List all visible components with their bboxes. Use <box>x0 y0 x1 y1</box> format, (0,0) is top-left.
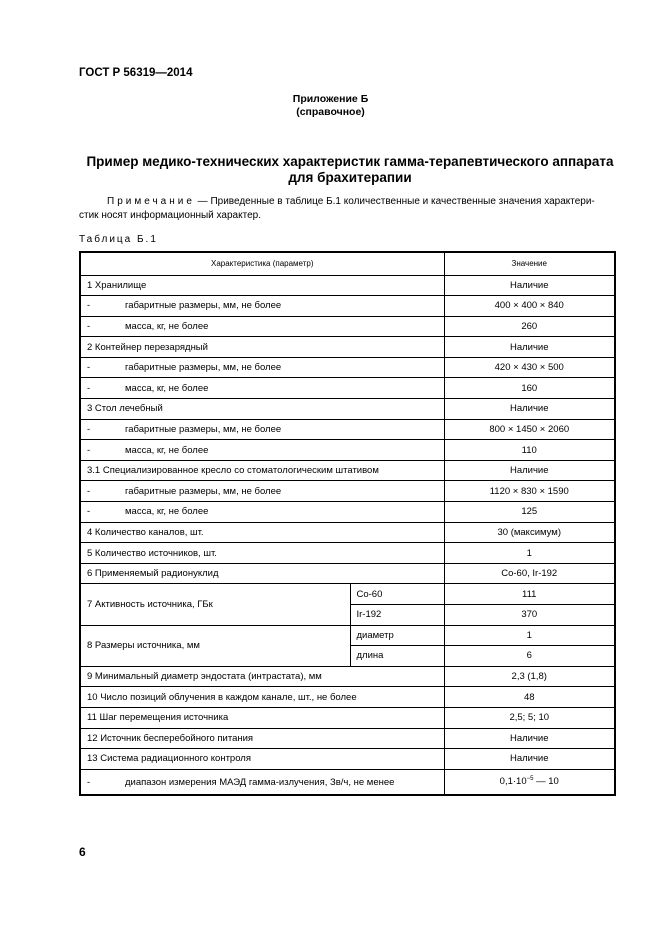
row-name: 12 Источник бесперебойного питания <box>80 728 444 749</box>
note <box>79 195 614 223</box>
row-name: 9 Минимальный диаметр эндостата (интрастата), мм <box>80 666 444 687</box>
row-name: 6 Применяемый радионуклид <box>80 563 444 584</box>
table-header-row <box>80 252 615 275</box>
standard-header: ГОСТ Р 56319—2014 <box>79 67 193 79</box>
table-row <box>80 337 615 358</box>
row-name: - масса, кг, не более <box>80 316 444 337</box>
table-row <box>80 378 615 399</box>
row-value: Наличие <box>444 749 615 770</box>
row-subparam: длина <box>350 646 444 667</box>
table-row <box>80 563 615 584</box>
table-row <box>80 707 615 728</box>
row-subparam: Co-60 <box>350 584 444 605</box>
table-row <box>80 440 615 461</box>
row-value: 420 × 430 × 500 <box>444 357 615 378</box>
row-value: 1 <box>444 543 615 564</box>
table-row <box>80 522 615 543</box>
row-name: 11 Шаг перемещения источника <box>80 707 444 728</box>
heading-line-2: для брахитерапии <box>288 170 412 185</box>
note-text-2: стик носят информационный характер. <box>79 210 261 221</box>
row-name: 8 Размеры источника, мм <box>80 625 350 666</box>
row-name: - масса, кг, не более <box>80 440 444 461</box>
row-name: - масса, кг, не более <box>80 378 444 399</box>
row-value: 370 <box>444 605 615 626</box>
row-name: 3.1 Специализированное кресло со стоматологическим штативом <box>80 460 444 481</box>
note-text: — Приведенные в таблице Б.1 количественные и качественные значения характери- <box>194 196 595 207</box>
row-value: 1120 × 830 × 1590 <box>444 481 615 502</box>
row-name: - габаритные размеры, мм, не более <box>80 419 444 440</box>
row-value: Наличие <box>444 460 615 481</box>
row-value: 800 × 1450 × 2060 <box>444 419 615 440</box>
row-value: Наличие <box>444 337 615 358</box>
row-value: 260 <box>444 316 615 337</box>
row-value: $0,1\cdot 10^{-5}$ — 10 <box>444 769 615 795</box>
row-value: Наличие <box>444 399 615 420</box>
characteristics-table <box>79 251 616 796</box>
row-value: Наличие <box>444 275 615 296</box>
row-name: 3 Стол лечебный <box>80 399 444 420</box>
table-row <box>80 296 615 317</box>
table-label: Таблица Б.1 <box>79 234 158 245</box>
row-value: 30 (максимум) <box>444 522 615 543</box>
row-value: 125 <box>444 502 615 523</box>
row-name: - масса, кг, не более <box>80 502 444 523</box>
row-name: - диапазон измерения МАЭД гамма-излучения, Зв/ч, не менее <box>80 769 444 795</box>
column-header-parameter: Характеристика (параметр) <box>80 252 444 275</box>
table-row <box>80 357 615 378</box>
row-value: 110 <box>444 440 615 461</box>
row-name: 7 Активность источника, ГБк <box>80 584 350 625</box>
row-name: - габаритные размеры, мм, не более <box>80 296 444 317</box>
row-value: 160 <box>444 378 615 399</box>
table-row <box>80 625 615 646</box>
table-row <box>80 769 615 795</box>
appendix-title: Приложение Б <box>292 93 369 105</box>
row-value: Co-60, Ir-192 <box>444 563 615 584</box>
table-row <box>80 399 615 420</box>
row-value: 6 <box>444 646 615 667</box>
table-row <box>80 543 615 564</box>
row-name: 10 Число позиций облучения в каждом канале, шт., не более <box>80 687 444 708</box>
row-name: 13 Система радиационного контроля <box>80 749 444 770</box>
table-row <box>80 728 615 749</box>
row-subparam: диаметр <box>350 625 444 646</box>
heading-line-1: Пример медико-технических характеристик гамма-терапевтического аппарата <box>86 154 614 169</box>
table-row <box>80 666 615 687</box>
row-value: 2,5; 5; 10 <box>444 707 615 728</box>
page-number: 6 <box>79 845 86 859</box>
row-name: 4 Количество каналов, шт. <box>80 522 444 543</box>
row-subparam: Ir-192 <box>350 605 444 626</box>
table-row <box>80 316 615 337</box>
row-name: 2 Контейнер перезарядный <box>80 337 444 358</box>
table-row <box>80 275 615 296</box>
row-value: Наличие <box>444 728 615 749</box>
row-value: 1 <box>444 625 615 646</box>
column-header-value: Значение <box>444 252 615 275</box>
row-name: - габаритные размеры, мм, не более <box>80 357 444 378</box>
appendix-subtitle: (справочное) <box>296 106 365 118</box>
row-value: 111 <box>444 584 615 605</box>
table-row <box>80 419 615 440</box>
table-row <box>80 481 615 502</box>
table-row <box>80 502 615 523</box>
row-value: 48 <box>444 687 615 708</box>
table-row <box>80 460 615 481</box>
table-row <box>80 687 615 708</box>
row-name: 5 Количество источников, шт. <box>80 543 444 564</box>
note-label: Примечание <box>107 196 195 207</box>
row-name: 1 Хранилище <box>80 275 444 296</box>
row-value: 2,3 (1,8) <box>444 666 615 687</box>
table-row <box>80 749 615 770</box>
table-row <box>80 584 615 605</box>
row-name: - габаритные размеры, мм, не более <box>80 481 444 502</box>
row-value: 400 × 400 × 840 <box>444 296 615 317</box>
